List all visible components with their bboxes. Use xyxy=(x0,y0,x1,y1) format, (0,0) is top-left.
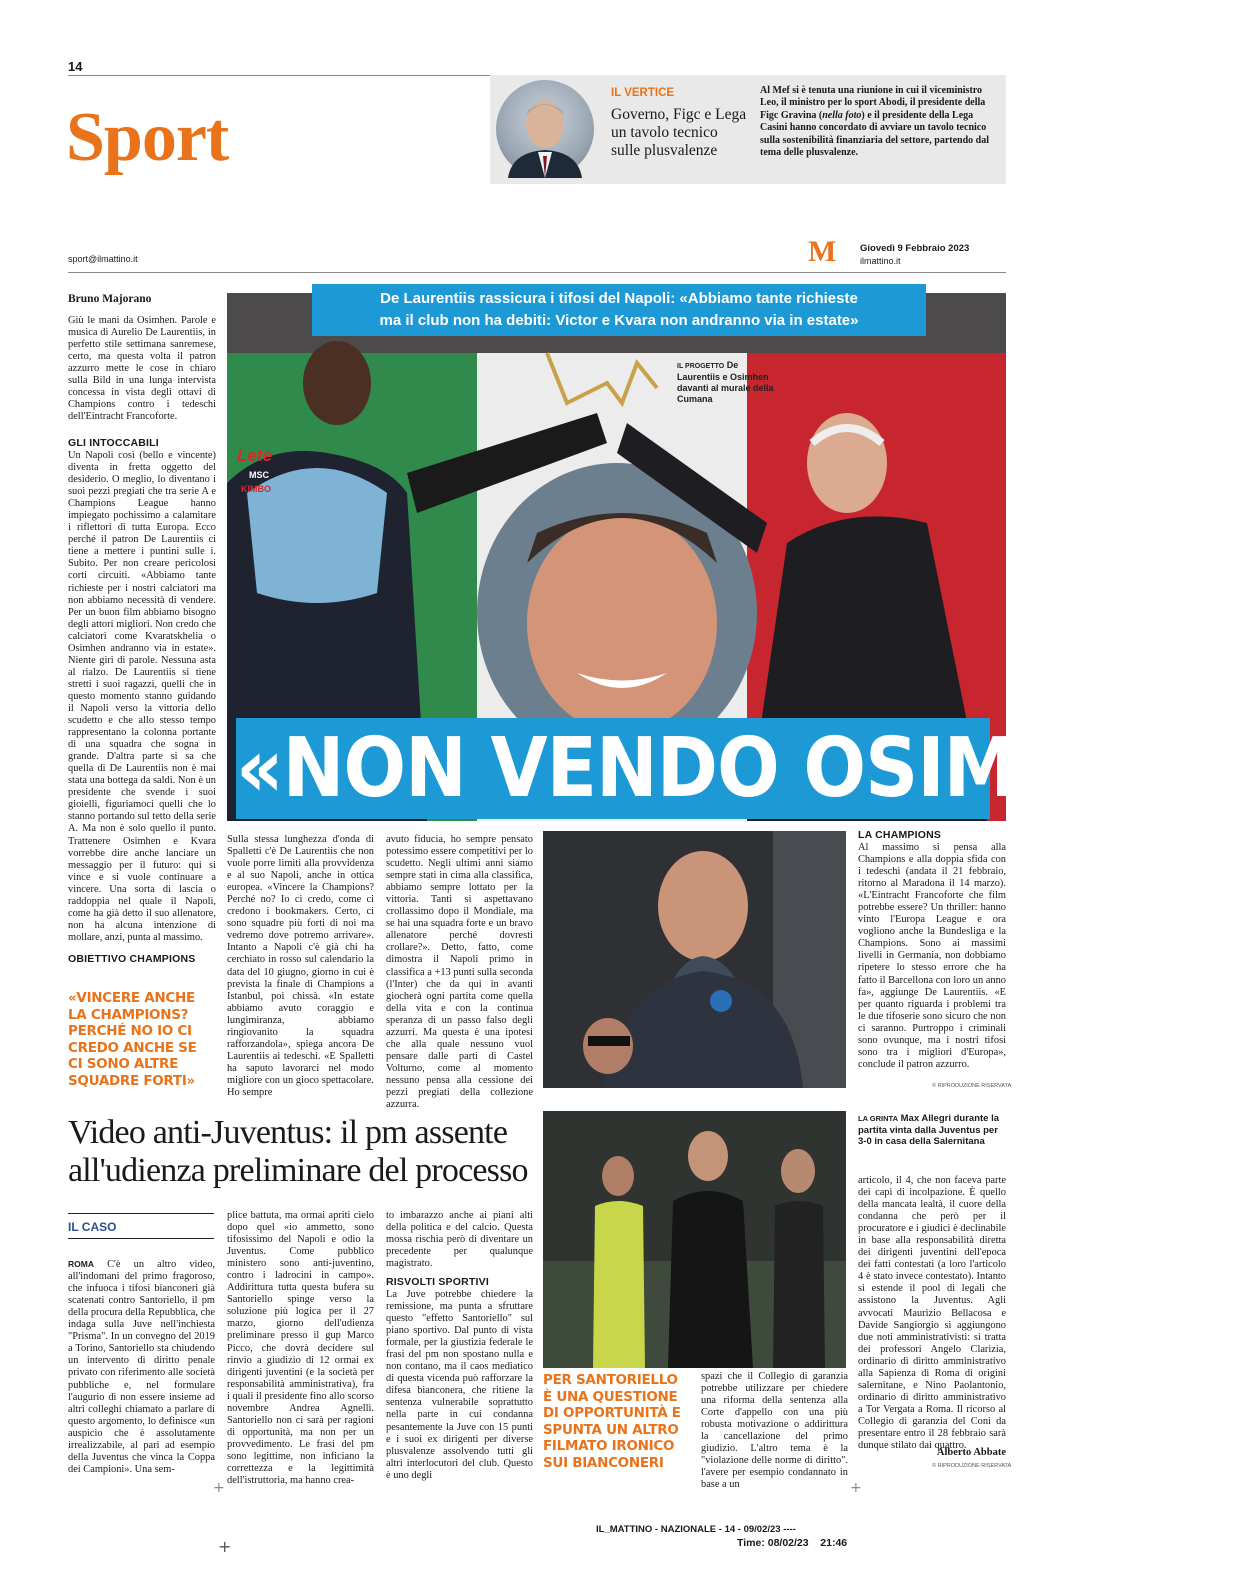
second-headline-line1: Video anti-Juventus: il pm assente xyxy=(68,1114,508,1151)
second-label-rule-bottom xyxy=(68,1238,214,1239)
allegri-caption-kicker: LA GRINTA xyxy=(858,1114,898,1123)
second-col4: spazi che il Collegio di garanzia potrebbe utilizzare per chiedere una riforma della sentenza alla Corte d'appello con una più robusta motivazione o addirittura la cancellazione del primo giudizio. L'altro tema è la "violazione delle norme di diritto". l'avere per esempio condannato in base a un xyxy=(701,1371,848,1491)
second-col3-subhead: RISVOLTI SPORTIVI xyxy=(386,1276,489,1288)
main-photo-caption-kicker: IL PROGETTO xyxy=(677,363,725,370)
main-pull-quote: «VINCERE ANCHE LA CHAMPIONS? PERCHÉ NO IO CI CREDO ANCHE SE CI SONO ALTRE SQUADRE FORTI» xyxy=(68,990,197,1089)
second-col3-intro: to imbarazzo anche ai piani alti della politica e del calcio. Questa mossa rischia però di diventare un precedente per qualunque magistrato. xyxy=(386,1210,533,1270)
section-email: sport@ilmattino.it xyxy=(68,254,138,264)
teaser-body xyxy=(760,85,990,159)
second-col3: La Juve potrebbe chiedere la remissione, ma punta a sfruttare questo "effetto Santoriello" sul piano sportivo. Dal punto di vista formale, per la giustizia federale le frasi del pm non spostano nulla e non contano, ma il caos mediatico di questa vicenda può rafforzare la difesa bianconera, che ritiene la sentenza vulnerabile soprattutto nella parte in cui condanna pesantemente la Juve con 15 punti e i suoi ex dirigenti per diverse plusvalenze assolvendo tutti gli altri interlocutori del club. Questo è uno degli xyxy=(386,1289,533,1481)
jersey-sponsor-3: KIMBO xyxy=(241,484,271,494)
main-banner xyxy=(312,284,926,336)
header-bottom-rule xyxy=(68,272,1006,273)
teaser-kicker: IL VERTICE xyxy=(611,87,675,99)
registration-mark-right: + xyxy=(850,1480,862,1496)
gravina-photo xyxy=(496,80,594,178)
main-col2: Sulla stessa lunghezza d'onda di Spalletti c'è De Laurentiis che non vuole porre limiti alla provvidenza e al suo Napoli, anche in ottica europea. «Vincere la Champions? Perché no? Io ci credo, come ci credono i bookmakers. Certo, ci sono squadre più forti di noi ma vedremo dove potremo arrivare». Intanto a Napoli c'è già chi ha cerchiato in rosso sul calendario la data del 10 giugno, giorno in cui è prevista la finale di Champions a Istanbul, poi chissà. «In estate abbiamo avuto coraggio e lungimiranza, abbiamo ringiovanito la squadra rafforzandola», spiega ancora De Laurentiis ai tedeschi. «E Spalletti ha saputo lavorarci nel modo migliore con un gioco spettacolare. Ho sempre xyxy=(227,834,374,1098)
page-number: 14 xyxy=(68,59,83,74)
main-photo-caption xyxy=(677,360,777,405)
second-label-rule xyxy=(68,1213,214,1214)
jersey-sponsor-1: Lete xyxy=(237,446,272,465)
second-author: Alberto Abbate xyxy=(936,1447,1006,1458)
teaser-box[interactable] xyxy=(490,75,1006,184)
second-dateline: ROMA xyxy=(68,1259,94,1270)
footer-edition: IL_MATTINO - NAZIONALE - 14 - 09/02/23 ---- xyxy=(596,1524,796,1535)
second-label: IL CASO xyxy=(68,1220,117,1234)
spalletti-photo xyxy=(543,831,846,1088)
second-col2: plice battuta, ma ormai apriti cielo dopo quel «io ammetto, sono tifosissimo del Napoli e odio la Juventus. Come pubblico ministero sono anti-juventino, contro i ladrocini in campo». Addirittura tutta questa bufera su Santoriello spinge verso la soluzione più logica per il 27 marzo, giorno dell'udienza preliminare presso il gup Marco Picco, che dovrà decidere sul rinvio a giudizio di 12 ormai ex dirigenti juventini (e la società per responsabilità amministrativa), fra i quali il presidente fino allo scorso novembre Andrea Agnelli. Santoriello non ci sarà per ragioni di opportunità, ma non per un provvedimento. Le frasi del pm sono legittime, non inficiano la correttezza e la legittimità dell'istruttoria, ma hanno crea- xyxy=(227,1210,374,1487)
jersey-sponsor-2: MSC xyxy=(249,470,269,480)
second-col1-text: C'è un altro video, all'indomani del primo fragoroso, che infuoca i tifosi bianconeri già scatenati contro Santoriello, il pm della procura della Repubblica, che indaga sulla Juve nell'inchiesta "Prisma". In un convegno del 2019 a Torino, Santoriello sta chiudendo un intervento di diritto penale privato con riferimento alle società pubbliche e, nel formulare l'augurio di non essere insieme ad altri colleghi chiamato a parlare di questo argomento, lo definisce «un auspicio che è assolutamente irrealizzabile, al pari ad esempio della Juventus che vinca la Coppa dei Campioni». Una sem- xyxy=(68,1259,215,1475)
second-copyright: © RIPRODUZIONE RISERVATA xyxy=(932,1463,1012,1469)
second-pull-quote: PER SANTORIELLO È UNA QUESTIONE DI OPPORTUNITÀ E SPUNTA UN ALTRO FILMATO IRONICO SUI BIANCONERI xyxy=(543,1372,681,1471)
registration-mark-left: + xyxy=(213,1480,225,1496)
main-banner-line1: De Laurentiis rassicura i tifosi del Napoli: «Abbiamo tante richieste xyxy=(380,290,858,307)
allegri-photo xyxy=(543,1111,846,1368)
issue-date: Giovedì 9 Febbraio 2023 xyxy=(860,243,970,254)
main-col4: Al massimo si pensa alla Champions e alla doppia sfida con i tedeschi (andata il 21 febbraio, ritorno al Maradona il 14 marzo). «L'Eintracht Francoforte che film potrebbe essere? Un thriller: hanno vinto l'Europa League e ora vogliono anche la Bundesliga e la Champions. Sono ai massimi livelli in Germania, non dobbiamo ripetere lo stesso errore che ha fatto il Barcellona con loro un anno fa», aggiunge De Laurentiis. «E per quanto riguarda i problemi tra le due tifoserie sono sicuro che non ci saranno. Purtroppo i criminali sono ovunque, ma i nostri tifosi sono tra i migliori d'Europa», conclude il patron azzurro. xyxy=(858,842,1006,1070)
registration-mark-bottom: + xyxy=(218,1537,232,1556)
second-col5: articolo, il 4, che non faceva parte dei capi di incolpazione. È quello della mancata lealtà, il cuore della condanna che però per il procuratore e i giudici è declinabile in base alla responsabilità diretta dei dirigenti juventini dell'epoca dei fatti contestati (a loro l'articolo 4 è stato invece contestato). Intanto si estende il pool di legali che assistono la Juventus. Agli avvocati Maurizio Bellacosa e Davide Sangiorgio si aggiungono due noti amministrativisti: si tratta dei professori Angelo Clarizia, ordinario di diritto amministrativo alla Sapienza di Roma di origini salernitane, e Nino Paolantonio, ordinario di diritto amministrativo a Tor Vergata a Roma. Il ricorso al Collegio di garanzia del Coni da presentare entro il 28 febbraio sarà dunque stilato dai quattro. xyxy=(858,1175,1006,1452)
main-copyright: © RIPRODUZIONE RISERVATA xyxy=(932,1083,1012,1089)
footer-time: Time: 08/02/23 21:46 xyxy=(737,1537,848,1549)
teaser-body-part1: Al Mef si è tenuta una riunione in cui il viceministro Leo, il ministro per lo sport Abodi, il presidente della Figc Gravina ( xyxy=(760,85,986,121)
allegri-photo-caption xyxy=(858,1113,1006,1148)
issue-site: ilmattino.it xyxy=(860,256,901,266)
main-col3: avuto fiducia, ho sempre pensato potessimo essere competitivi per lo scudetto. Negli ultimi anni siamo sempre stati in cima alla classifica, abbiamo sempre lottato per la vittoria. Tanti si aspettavano crollassimo dopo il Mondiale, ma se hai una squadra forte e un bravo allenatore perché dovresti crollare?». Detto, fatto, come dimostra il Napoli primo in classifica a +13 punti sulla seconda (l'Inter) che da qui in avanti giocherà ogni partita come quella della vita e con la continua speranza di un passo falso degli azzurri. Ma questa è una ipotesi che alla quale nessuno vuol pensare dalle parti di Castel Volturno, come al momento nessuno pensa alla cessione dei pezzi pregiati della collezione azzurra. xyxy=(386,834,533,1111)
main-col1-intro: Giù le mani da Osimhen. Parole e musica di Aurelio De Laurentiis, in perfetto stile settimana sanremese, certo, ma questa volta il patron azzurro mette le cose in chiaro sulla Bild in una lunga intervista concessa in vista degli ottavi di Champions contro i tedeschi dell'Eintracht Francoforte. xyxy=(68,315,216,423)
second-headline-line2: all'udienza preliminare del processo xyxy=(68,1152,528,1189)
allegri-caption-text: Max Allegri durante la partita vinta dalla Juventus per 3-0 in casa della Salernitana xyxy=(858,1113,1000,1147)
teaser-body-part2: ) e il presidente della Lega Casini hanno concordato di avviare un tavolo tecnico sulla sostenibilità finanziaria del settore, partendo dal tema delle plusvalenze. xyxy=(760,109,989,159)
main-col1-subhead1: GLI INTOCCABILI xyxy=(68,437,159,449)
main-col4-subhead: LA CHAMPIONS xyxy=(858,829,942,841)
second-headline[interactable] xyxy=(68,1114,538,1190)
second-col1 xyxy=(68,1246,215,1474)
main-col1-body: Un Napoli così (bello e vincente) diventa in fretta oggetto del desiderio. O meglio, lo diventano i suoi pezzi pregiati che tra serie A e Champions League hanno impiegato pochissimo a calamitare i riflettori di tutta Europa. Ecco perché il patron De Laurentiis ci tiene a mettere i puntini sulle i. Subito. Per non creare pericolosi corti circuiti. «Abbiamo tante richieste per i nostri calciatori ma non abbiamo necessità di vendere. Per un buon film abbiamo bisogno degli attori migliori. Non credo che calciatori come Kvaratskhelia o Osimhen andranno via in estate». Niente giri di parole. Nessuna asta al rialzo. De Laurentiis si tiene stretti i suoi ragazzi, quelli che in questo momento stanno guidando il Napoli verso la vittoria dello scudetto e che allo stesso tempo rappresentano la colonna portante di una squadra che sogna in grande. D'altra parte si sa che quella di De Laurentiis non è mai stata una bottega da saldi. Non è un presidente che svende i suoi gioielli, figuriamoci quelli che lo stanno portando sul tetto della serie A. Ma non è solo quello il punto. Trattenere Osimhen e Kvara vorrebbe dire anche lanciare un messaggio per il futuro: qui si vince e si vuole continuare a vincere. Una sorta di lascia o raddoppia nel quale il Napoli, come ha già detto il suo allenatore, non ha alcuna intenzione di mollare, anzi, punta al massimo. xyxy=(68,450,216,943)
main-banner-line2: ma il club non ha debiti: Victor e Kvara non andranno via in estate» xyxy=(379,312,859,329)
section-title: Sport xyxy=(66,99,229,176)
teaser-body-italic: nella foto xyxy=(822,109,862,121)
main-headline: «NON VENDO OSIMHEN» xyxy=(236,721,1234,816)
main-author: Bruno Majorano xyxy=(68,293,152,305)
teaser-headline[interactable]: Governo, Figc e Lega un tavolo tecnico sulle plusvalenze xyxy=(611,106,747,159)
main-col1-subhead2: OBIETTIVO CHAMPIONS xyxy=(68,953,196,965)
mattino-logo: M xyxy=(808,235,837,268)
main-photo-caption-text: De Laurentiis e Osimhen davanti al murale della Cumana xyxy=(677,360,774,404)
